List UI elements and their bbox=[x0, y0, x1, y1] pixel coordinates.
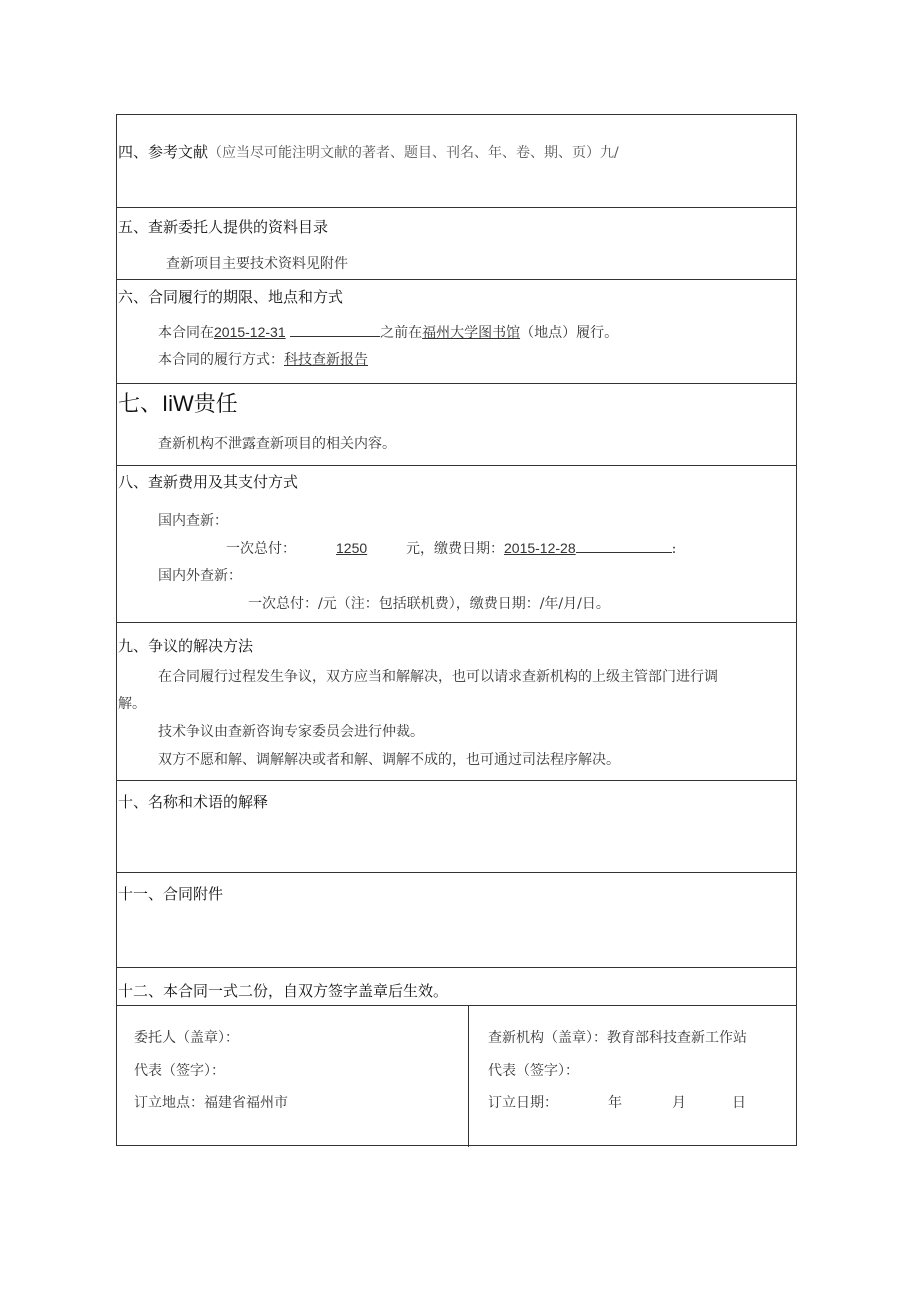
signature-divider bbox=[468, 1006, 469, 1147]
performance-mode-value: 科技查新报告 bbox=[284, 352, 368, 368]
fees-domestic-label: 国内查新： bbox=[158, 513, 228, 529]
disputes-title: 九、争议的解决方法 bbox=[118, 638, 254, 655]
terms-title: 十、名称和术语的解释 bbox=[118, 794, 269, 811]
signing-date-label: 订立日期： bbox=[488, 1095, 558, 1111]
fees-paydate-blank bbox=[576, 538, 672, 553]
signing-place: 订立地点：福建省福州市 bbox=[134, 1095, 288, 1111]
agency-seal: 查新机构（盖章）：教育部科技查新工作站 bbox=[488, 1030, 747, 1046]
fees-pay-label: 一次总付： bbox=[226, 541, 296, 557]
client-rep: 代表（签字）： bbox=[134, 1063, 225, 1079]
references-hint: （应当尽可能注明文献的著者、题目、刊名、年、卷、期、页） bbox=[208, 145, 601, 161]
materials-text: 查新项目主要技术资料见附件 bbox=[166, 256, 348, 272]
signature-block bbox=[117, 1006, 796, 1147]
signing-day: 日 bbox=[732, 1095, 746, 1111]
signing-year: 年 bbox=[608, 1095, 622, 1111]
confidentiality-title: 七、IiW贵任 bbox=[118, 391, 238, 416]
section-fees bbox=[117, 466, 796, 623]
performance-mid: 之前在 bbox=[380, 325, 423, 341]
client-seal: 委托人（盖章）： bbox=[134, 1030, 239, 1046]
attachments-title: 十一、合同附件 bbox=[118, 886, 224, 903]
materials-title: 五、查新委托人提供的资料目录 bbox=[118, 219, 329, 236]
section-terms bbox=[117, 781, 796, 873]
performance-pre: 本合同在 bbox=[158, 325, 214, 341]
confidentiality-text: 查新机构不泄露查新项目的相关内容。 bbox=[158, 436, 396, 452]
performance-post: （地点）履行。 bbox=[520, 325, 619, 341]
section-attachments bbox=[117, 873, 796, 968]
performance-line-2 bbox=[158, 350, 368, 370]
performance-place: 福州大学图书馆 bbox=[422, 325, 521, 341]
agency-rep: 代表（签字）： bbox=[488, 1063, 579, 1079]
references-heading bbox=[118, 143, 619, 163]
performance-mode-label: 本合同的履行方式： bbox=[158, 352, 284, 368]
effect-title: 十二、本合同一式二份，自双方签字盖章后生效。 bbox=[118, 983, 449, 1000]
contract-table bbox=[116, 114, 797, 1146]
fees-foreign-line: 一次总付：/元（注：包括联机费），缴费日期：/年/月/日。 bbox=[248, 596, 610, 612]
fees-amount: 1250 bbox=[336, 540, 368, 556]
section-performance bbox=[117, 280, 796, 384]
section-confidentiality bbox=[117, 384, 796, 466]
disputes-paragraph-2: 技术争议由查新咨询专家委员会进行仲裁。 bbox=[158, 724, 424, 740]
disputes-paragraph-3: 双方不愿和解、调解解决或者和解、调解不成的，也可通过司法程序解决。 bbox=[158, 752, 620, 768]
section-materials bbox=[117, 208, 796, 280]
performance-date: 2015-12-31 bbox=[214, 324, 286, 340]
section-effect bbox=[117, 968, 796, 1006]
section-disputes bbox=[117, 623, 796, 781]
signing-date bbox=[488, 1093, 746, 1113]
fees-foreign-label: 国内外查新： bbox=[158, 568, 242, 584]
fees-domestic-line bbox=[226, 538, 676, 559]
references-title: 四、参考文献 bbox=[118, 144, 209, 161]
section-references bbox=[117, 115, 796, 208]
fees-colon: : bbox=[671, 541, 677, 557]
performance-line-1 bbox=[158, 322, 618, 343]
fees-unit-paydate: 元，缴费日期： bbox=[406, 541, 504, 557]
fees-paydate: 2015-12-28 bbox=[504, 540, 576, 556]
signing-month: 月 bbox=[672, 1095, 686, 1111]
references-value: 九/ bbox=[600, 145, 619, 161]
performance-title: 六、合同履行的期限、地点和方式 bbox=[118, 289, 344, 306]
performance-date-blank bbox=[290, 322, 380, 337]
fees-title: 八、查新费用及其支付方式 bbox=[118, 474, 299, 491]
disputes-paragraph-1b: 解。 bbox=[118, 696, 146, 712]
disputes-paragraph-1a: 在合同履行过程发生争议，双方应当和解解决，也可以请求查新机构的上级主管部门进行调 bbox=[158, 669, 718, 685]
